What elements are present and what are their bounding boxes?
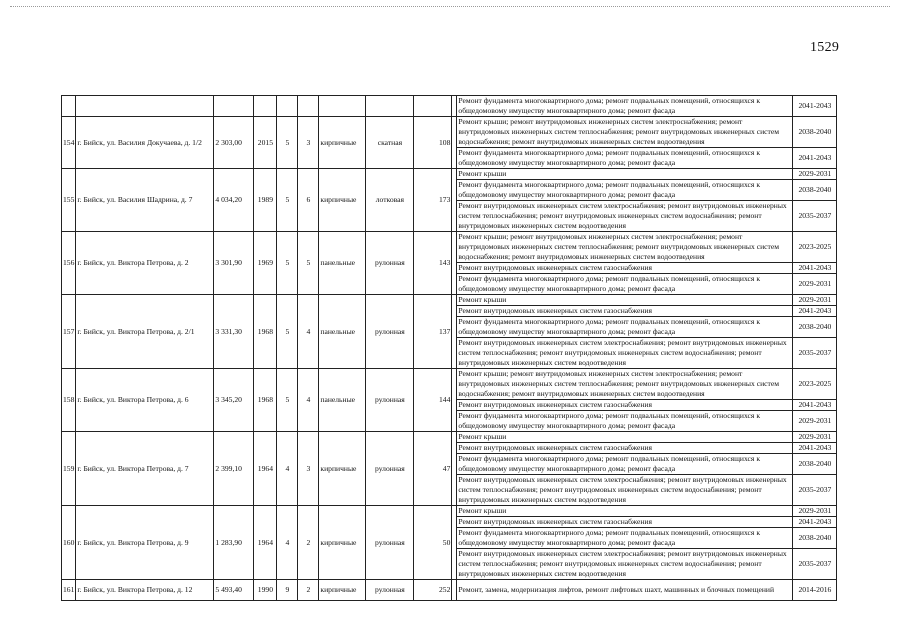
page-number: 1529 — [810, 40, 840, 55]
table-row — [62, 169, 837, 180]
work-period: 2014-2016 — [793, 580, 837, 601]
address-cell: г. Бийск, ул. Виктора Петрова, д. 6 — [76, 369, 214, 432]
flats-count-cell: 47 — [414, 432, 452, 506]
work-description: Ремонт крыши; ремонт внутридомовых инженерных систем электроснабжения; ремонт внутридомовых инженерных систем теплоснабжения; ремонт внутридомовых инженерных систем водоснабжения; ремонт внутридомовых инженерных систем водоотведения — [457, 117, 793, 148]
roof-type-cell: рулонная — [366, 295, 414, 369]
table-row — [62, 432, 837, 443]
wall-material-cell: панельные — [319, 232, 366, 295]
table-row — [62, 580, 837, 601]
area-cell: 2 303,00 — [214, 117, 254, 169]
work-description: Ремонт крыши — [457, 432, 793, 443]
work-description: Ремонт крыши; ремонт внутридомовых инженерных систем электроснабжения; ремонт внутридомовых инженерных систем теплоснабжения; ремонт внутридомовых инженерных систем водоснабжения; ремонт внутридомовых инженерных систем водоотведения — [457, 369, 793, 400]
floors-cell: 4 — [277, 506, 298, 580]
entrances-cell: 4 — [298, 295, 319, 369]
repair-schedule-table — [61, 95, 837, 601]
work-period: 2023-2025 — [793, 232, 837, 263]
floors-cell: 5 — [277, 295, 298, 369]
work-period: 2038-2040 — [793, 117, 837, 148]
work-description: Ремонт крыши — [457, 295, 793, 306]
area-cell: 2 399,10 — [214, 432, 254, 506]
entrances-cell: 3 — [298, 117, 319, 169]
area-cell: 3 301,90 — [214, 232, 254, 295]
table-row — [62, 232, 837, 263]
floors-cell: 4 — [277, 432, 298, 506]
row-number: 155 — [62, 169, 76, 232]
flats-count-cell: 144 — [414, 369, 452, 432]
wall-material-cell: панельные — [319, 295, 366, 369]
entrances-cell: 2 — [298, 506, 319, 580]
work-description: Ремонт фундамента многоквартирного дома; ремонт подвальных помещений, относящихся к общедомовому имуществу многоквартирного дома; ремонт фасада — [457, 528, 793, 549]
work-description: Ремонт внутридомовых инженерных систем газоснабжения — [457, 306, 793, 317]
wall-material-cell: панельные — [319, 369, 366, 432]
area-cell — [214, 96, 254, 117]
floors-cell: 5 — [277, 232, 298, 295]
year-cell: 1964 — [254, 432, 277, 506]
work-description: Ремонт внутридомовых инженерных систем газоснабжения — [457, 263, 793, 274]
work-period: 2038-2040 — [793, 528, 837, 549]
work-period: 2038-2040 — [793, 317, 837, 338]
work-period: 2029-2031 — [793, 506, 837, 517]
work-description: Ремонт крыши — [457, 169, 793, 180]
work-period: 2035-2037 — [793, 201, 837, 232]
area-cell: 3 345,20 — [214, 369, 254, 432]
work-period: 2038-2040 — [793, 454, 837, 475]
entrances-cell: 6 — [298, 169, 319, 232]
work-description: Ремонт внутридомовых инженерных систем электроснабжения; ремонт внутридомовых инженерных систем теплоснабжения; ремонт внутридомовых инженерных систем водоснабжения; ремонт внутридомовых инженерных систем водоотведения — [457, 338, 793, 369]
flats-count-cell: 252 — [414, 580, 452, 601]
work-period: 2041-2043 — [793, 96, 837, 117]
flats-count-cell: 173 — [414, 169, 452, 232]
roof-type-cell: рулонная — [366, 232, 414, 295]
row-number: 159 — [62, 432, 76, 506]
area-cell: 5 493,40 — [214, 580, 254, 601]
year-cell: 2015 — [254, 117, 277, 169]
row-num-cell — [62, 96, 76, 117]
row-number: 156 — [62, 232, 76, 295]
address-cell: г. Бийск, ул. Виктора Петрова, д. 2/1 — [76, 295, 214, 369]
work-period: 2029-2031 — [793, 411, 837, 432]
work-period: 2041-2043 — [793, 148, 837, 169]
table-row — [62, 506, 837, 517]
work-period: 2041-2043 — [793, 443, 837, 454]
floors-cell: 5 — [277, 369, 298, 432]
work-period: 2035-2037 — [793, 549, 837, 580]
flats-count-cell: 143 — [414, 232, 452, 295]
row-number: 161 — [62, 580, 76, 601]
year-cell: 1968 — [254, 369, 277, 432]
table-row — [62, 117, 837, 148]
row-number: 154 — [62, 117, 76, 169]
floors-cell: 9 — [277, 580, 298, 601]
work-period: 2038-2040 — [793, 180, 837, 201]
work-period: 2035-2037 — [793, 338, 837, 369]
flats-count-cell: 50 — [414, 506, 452, 580]
area-cell: 1 283,90 — [214, 506, 254, 580]
address-cell — [76, 96, 214, 117]
work-description: Ремонт фундамента многоквартирного дома; ремонт подвальных помещений, относящихся к общедомовому имуществу многоквартирного дома; ремонт фасада — [457, 317, 793, 338]
work-description: Ремонт фундамента многоквартирного дома; ремонт подвальных помещений, относящихся к общедомовому имуществу многоквартирного дома; ремонт фасада — [457, 96, 793, 117]
work-description: Ремонт внутридомовых инженерных систем газоснабжения — [457, 400, 793, 411]
table-row — [62, 369, 837, 400]
entrances-cell: 5 — [298, 232, 319, 295]
work-description: Ремонт внутридомовых инженерных систем газоснабжения — [457, 443, 793, 454]
roof-type-cell: рулонная — [366, 369, 414, 432]
work-period: 2041-2043 — [793, 517, 837, 528]
work-period: 2041-2043 — [793, 400, 837, 411]
floors-cell — [277, 96, 298, 117]
work-description: Ремонт внутридомовых инженерных систем электроснабжения; ремонт внутридомовых инженерных систем теплоснабжения; ремонт внутридомовых инженерных систем водоснабжения; ремонт внутридомовых инженерных систем водоотведения — [457, 549, 793, 580]
address-cell: г. Бийск, ул. Василия Докучаева, д. 1/2 — [76, 117, 214, 169]
wall-cell — [319, 96, 366, 117]
year-cell: 1968 — [254, 295, 277, 369]
table-row — [62, 96, 837, 117]
address-cell: г. Бийск, ул. Виктора Петрова, д. 9 — [76, 506, 214, 580]
floors-cell: 5 — [277, 117, 298, 169]
flats-cell — [414, 96, 452, 117]
year-cell — [254, 96, 277, 117]
row-number: 160 — [62, 506, 76, 580]
address-cell: г. Бийск, ул. Виктора Петрова, д. 7 — [76, 432, 214, 506]
year-cell: 1990 — [254, 580, 277, 601]
work-description: Ремонт фундамента многоквартирного дома; ремонт подвальных помещений, относящихся к общедомовому имуществу многоквартирного дома; ремонт фасада — [457, 454, 793, 475]
work-period: 2029-2031 — [793, 295, 837, 306]
row-number: 158 — [62, 369, 76, 432]
work-period: 2041-2043 — [793, 306, 837, 317]
roof-type-cell: рулонная — [366, 580, 414, 601]
row-number: 157 — [62, 295, 76, 369]
work-description: Ремонт фундамента многоквартирного дома; ремонт подвальных помещений, относящихся к общедомовому имуществу многоквартирного дома; ремонт фасада — [457, 411, 793, 432]
wall-material-cell: кирпичные — [319, 432, 366, 506]
wall-material-cell: кирпичные — [319, 506, 366, 580]
address-cell: г. Бийск, ул. Виктора Петрова, д. 12 — [76, 580, 214, 601]
entrances-cell: 3 — [298, 432, 319, 506]
year-cell: 1964 — [254, 506, 277, 580]
entrances-cell: 4 — [298, 369, 319, 432]
wall-material-cell: кирпичные — [319, 580, 366, 601]
address-cell: г. Бийск, ул. Виктора Петрова, д. 2 — [76, 232, 214, 295]
work-period: 2029-2031 — [793, 169, 837, 180]
roof-type-cell: лотковая — [366, 169, 414, 232]
roof-type-cell: рулонная — [366, 432, 414, 506]
roof-cell — [366, 96, 414, 117]
area-cell: 3 331,30 — [214, 295, 254, 369]
work-period: 2035-2037 — [793, 475, 837, 506]
flats-count-cell: 108 — [414, 117, 452, 169]
work-description: Ремонт, замена, модернизация лифтов, ремонт лифтовых шахт, машинных и блочных помещений — [457, 580, 793, 601]
wall-material-cell: кирпичные — [319, 169, 366, 232]
work-description: Ремонт крыши — [457, 506, 793, 517]
entrances-cell: 2 — [298, 580, 319, 601]
work-description: Ремонт фундамента многоквартирного дома; ремонт подвальных помещений, относящихся к общедомовому имуществу многоквартирного дома; ремонт фасада — [457, 274, 793, 295]
work-description: Ремонт фундамента многоквартирного дома; ремонт подвальных помещений, относящихся к общедомовому имуществу многоквартирного дома; ремонт фасада — [457, 180, 793, 201]
work-description: Ремонт внутридомовых инженерных систем газоснабжения — [457, 517, 793, 528]
work-description: Ремонт фундамента многоквартирного дома; ремонт подвальных помещений, относящихся к общедомовому имуществу многоквартирного дома; ремонт фасада — [457, 148, 793, 169]
year-cell: 1969 — [254, 232, 277, 295]
roof-type-cell: рулонная — [366, 506, 414, 580]
work-description: Ремонт внутридомовых инженерных систем электроснабжения; ремонт внутридомовых инженерных систем теплоснабжения; ремонт внутридомовых инженерных систем водоснабжения; ремонт внутридомовых инженерных систем водоотведения — [457, 201, 793, 232]
work-period: 2029-2031 — [793, 432, 837, 443]
floors-cell: 5 — [277, 169, 298, 232]
entrances-cell — [298, 96, 319, 117]
address-cell: г. Бийск, ул. Василия Шадрина, д. 7 — [76, 169, 214, 232]
table-row — [62, 295, 837, 306]
year-cell: 1989 — [254, 169, 277, 232]
work-description: Ремонт внутридомовых инженерных систем электроснабжения; ремонт внутридомовых инженерных систем теплоснабжения; ремонт внутридомовых инженерных систем водоснабжения; ремонт внутридомовых инженерных систем водоотведения — [457, 475, 793, 506]
area-cell: 4 034,20 — [214, 169, 254, 232]
work-period: 2029-2031 — [793, 274, 837, 295]
work-description: Ремонт крыши; ремонт внутридомовых инженерных систем электроснабжения; ремонт внутридомовых инженерных систем теплоснабжения; ремонт внутридомовых инженерных систем водоснабжения; ремонт внутридомовых инженерных систем водоотведения — [457, 232, 793, 263]
roof-type-cell: скатная — [366, 117, 414, 169]
flats-count-cell: 137 — [414, 295, 452, 369]
wall-material-cell: кирпичные — [319, 117, 366, 169]
scan-edge-line — [10, 6, 890, 7]
work-period: 2041-2043 — [793, 263, 837, 274]
work-period: 2023-2025 — [793, 369, 837, 400]
